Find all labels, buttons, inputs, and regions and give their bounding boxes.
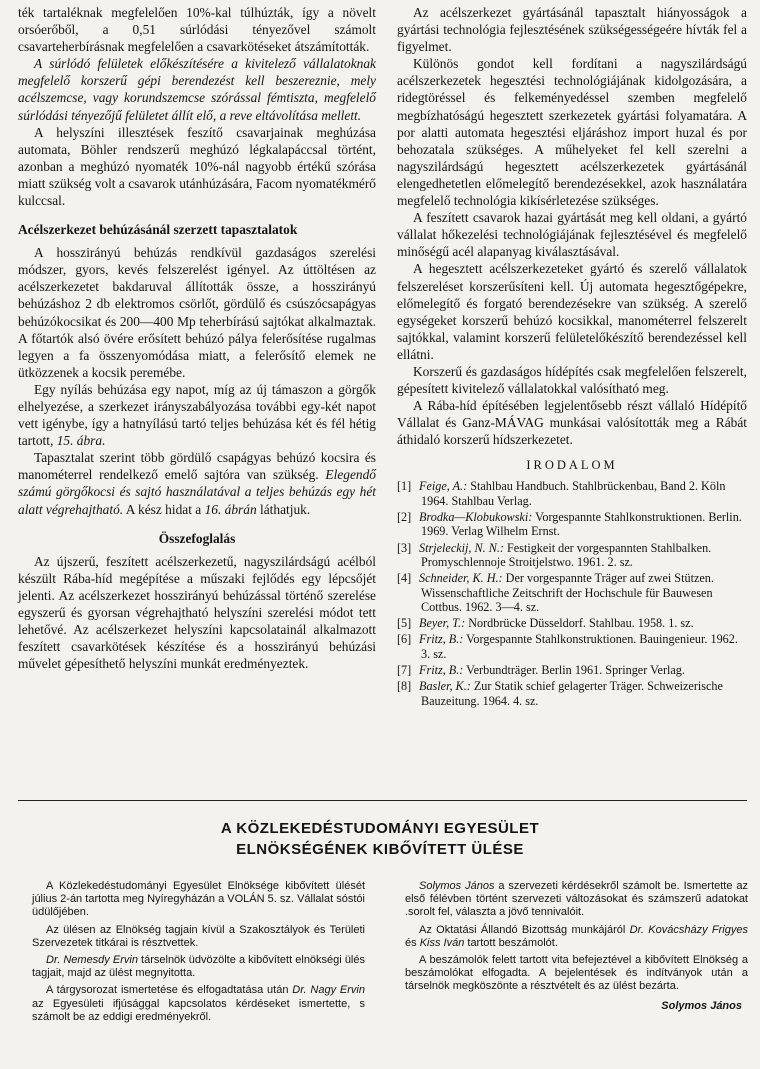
section-divider xyxy=(18,800,747,801)
italic-text: Elegendő számú görgőkocsi és sajtó használatával a teljes behúzás egy hét alatt végrehajtható. xyxy=(18,467,376,517)
right-column xyxy=(397,4,747,710)
reference-author: Fritz, B.: xyxy=(419,663,464,677)
italic-paragraph: A súrlódó felületek előkészítésére a kivitelező vállalatoknak megfelelő korszerű gépi berendezést kell beszereznie, mely acélszemcse, vagy korundszemcse szórással fémtiszta, megfelelő súrlódási tényezőjű felületet állít elő, a reve eltávolítása mellett. xyxy=(18,56,376,123)
paragraph: A beszámolók felett tartott vita befejeztével a kibővített Elnökség a beszámolókat elfogadta. A bejelentések és indítványok után a társelnök megköszönte a résztvételt és az ülést bezárta. xyxy=(405,954,748,993)
paragraph-text: láthatjuk. xyxy=(256,501,311,517)
paragraph: A Rába-híd építésében legjelentősebb részt vállaló Hídépítő Vállalat és Ganz-MÁVAG munkásai valósították meg a Rábát áthidaló korszerű hídszerkezetet. xyxy=(397,398,747,448)
figure-reference: 16. ábrán xyxy=(204,501,257,517)
reference-number: [8] xyxy=(397,679,412,694)
section-heading: Összefoglalás xyxy=(158,530,236,546)
person-name: Solymos János xyxy=(419,880,495,892)
reference-number: [2] xyxy=(397,510,412,525)
paragraph xyxy=(18,381,376,449)
reference-author: Strjeleckij, N. N.: xyxy=(419,540,504,555)
reference-number: [1] xyxy=(397,479,412,494)
paragraph-text: Tapasztalat szerint több gördülő csapágyas behúzó kocsira és manométerrel rendelkező emelő sajtóra van szükség. xyxy=(18,450,376,483)
paragraph xyxy=(32,984,365,1024)
reference-item xyxy=(397,541,747,570)
paragraph-text: A kész hidat a xyxy=(123,501,205,517)
paragraph: A helyszíni illesztések feszítő csavarjainak meghúzása automata, Böhler rendszerű meghúzó légkalapáccsal történt, azonban a meghúzó nyomaték 10%-nál nagyobb értékű szórása miatt szükség volt a csavarok utánhúzására, Facom nyomatékmérő kulccsal. xyxy=(18,124,376,209)
announcement-right-column xyxy=(405,880,748,1012)
reference-item xyxy=(397,571,747,614)
reference-author: Fritz, B.: xyxy=(419,632,464,647)
left-column xyxy=(18,4,376,672)
paragraph-text: társelnök üdvözölte a kibővített elnökségi ülés tagjait, majd az ülést megnyitotta. xyxy=(32,954,365,980)
paragraph-text: a szervezeti kérdésekről számolt be. Ismertette az első félévben történt szervezeti változásokat és számszerű adatokat .sorolt fel, választa a jövő tennivalóit. xyxy=(405,880,748,919)
figure-reference: 15. ábra. xyxy=(56,433,106,449)
person-name: Kiss Iván xyxy=(419,936,465,949)
paragraph: Az ülésen az Elnökség tagjain kívül a Szakosztályok és Területi Szervezetek titkárai is résztvettek. xyxy=(32,923,365,949)
section-heading: Acélszerkezet behúzásánál szerzett tapasztalatok xyxy=(18,222,298,238)
announcement-left-column xyxy=(32,880,365,1028)
reference-number: [3] xyxy=(397,540,412,555)
literature-heading: IRODALOM xyxy=(526,458,618,473)
paragraph-text: az Egyesületi ifjúsággal kapcsolatos kérdéseket ismertette, s számolt be az eddigi eredményekről. xyxy=(32,997,365,1023)
paragraph-text: tartott beszámolót. xyxy=(464,936,558,949)
reference-number: [6] xyxy=(397,632,412,647)
reference-text: Nordbrücke Düsseldorf. Stahlbau. 1958. 1. sz. xyxy=(465,616,694,631)
reference-number: [4] xyxy=(397,571,412,586)
paragraph: A Közlekedéstudományi Egyesület Elnöksége kibővített ülését július 2-án tartotta meg Nyíregyházán a VOLÁN 5. sz. Vállalat sóstói üdülőjében. xyxy=(32,880,365,919)
paragraph-text: Egy nyílás behúzása egy napot, míg az új támaszon a görgők elhelyezése, a szerkezet irányszabályozása további egy-két napot vett igénybe, így a hatnyílású tartó teljes behúzása két és fél hétig tartott, xyxy=(18,381,376,449)
reference-list xyxy=(397,479,747,707)
reference-author: Brodka—Klobukowski: xyxy=(419,510,533,525)
person-name: Dr. Nemesdy Ervin xyxy=(46,954,138,967)
paragraph xyxy=(32,954,365,980)
reference-text: Festigkeit der vorgespannten Stahlbalken. Promyschlennoje Stroitjelstwo. 1961. 2. sz. xyxy=(421,540,712,569)
paragraph: A feszített csavarok hazai gyártását meg kell oldani, a gyártó vállalat hőkezelési technológiájának fejlesztésével és megfelelő minőségű acél alapanyag kiválasztásával. xyxy=(397,210,747,260)
reference-item xyxy=(397,510,747,539)
paragraph-text: A tárgysorozat ismertetése és elfogadtatása után xyxy=(46,984,293,997)
reference-number: [5] xyxy=(397,616,412,631)
reference-item xyxy=(397,679,747,708)
announcement-title xyxy=(0,818,760,860)
paragraph: ték tartaléknak megfelelően 10%-kal túlhúzták, így a növelt orsóerőből, a 0,51 súrlódási tényezővel számolt csavarteherbírásnak megfelelően a csavarkötéseket átszámították. xyxy=(18,5,376,55)
person-name: Dr. Kovácsházy Frigyes xyxy=(629,923,748,936)
signature: Solymos János xyxy=(661,999,742,1012)
reference-item xyxy=(397,663,747,677)
paragraph: Korszerű és gazdaságos hídépítés csak megfelelően felszerelt, gépesített kivitelező vállalatokkal valósítható meg. xyxy=(397,363,747,397)
paragraph: Az újszerű, feszített acélszerkezetű, nagyszilárdságú acélból készült Rába-híd megépítése a műszaki fejlődés egy lépcsőjét jelenti. Az acélszerkezet hosszirányú behúzással történő szerelése egyszerű és gyorsan végrehajtható helyszíni szerelési módot tett lehetővé. Az acélszerkezet helyszíni kapcsolatainál alkalmazott feszített csavarkötések készítése és a hosszirányú behúzási művelet gépesíthető helyszíni munkát eredményeztek. xyxy=(18,553,376,672)
paragraph: Különös gondot kell fordítani a nagyszilárdságú acélszerkezetek hegesztési technológiájának kidolgozására, a ridegtöréssel és felkeményedéssel szemben megfelelő megbízhatóságú hegesztett szerkezetek gyártási folyamatára. A por alatti automata hegesztési eljáráshoz import huzal és por behozatala szükséges. A műhelyeket fel kell szerelni a nagyszilárdságú hegesztett acélszerkezetek gyártásánál elengedhetetlen előmelegítő berendezésekkel, azok használatára megfelelő technológia kikísérletezése szükséges. xyxy=(397,56,747,209)
paragraph-text: Az Oktatási Állandó Bizottság munkájáról xyxy=(419,923,630,936)
paragraph xyxy=(405,924,748,950)
reference-text: Der vorgespannte Träger auf zwei Stützen. Wissenschaftliche Zeitschrift der Hochschule für Bauwesen Cottbus. 1962. 3—4. sz. xyxy=(421,571,714,614)
paragraph xyxy=(405,880,748,920)
reference-author: Schneider, K. H.: xyxy=(419,571,503,586)
reference-text: Verbundträger. Berlin 1961. Springer Verlag. xyxy=(463,663,685,677)
reference-author: Beyer, T.: xyxy=(419,616,466,631)
reference-text: Stahlbau Handbuch. Stahlbrückenbau, Band 2. Köln 1964. Stahlbau Verlag. xyxy=(421,479,726,508)
paragraph: A hosszirányú behúzás rendkívül gazdaságos szerelési módszer, gyors, kevés felszerelést igényel. Az úttöltésen az acélszerkezetet bakdaruval állították össze, a hosszirányú behúzáshoz 2 db elektromos csörlőt, gördülő és csúszócsapágyas behúzókocsikat és 200—400 Mp teherbírású sajtókat alkalmaztak. A főtartók alsó övére erősített behúzó pálya felerősítése rugalmas legyen a fa összenyomódása miatt, a felerősítő elemek ne ütközzenek a kocsik peremébe. xyxy=(18,245,376,380)
reference-text: Vorgespannte Stahlkonstruktionen. Bauingenieur. 1962. 3. sz. xyxy=(421,632,738,661)
paragraph: A hegesztett acélszerkezeteket gyártó és szerelő vállalatok felszereléset korszerűsíteni kell. Új automata hegesztőgépekre, előmelegítő és forgató berendezésekre van szükség. A szerelő egységeket korszerű behúzó kocsikkal, manométerrel felszerelt sajtókkal, valamint korszerű felületelőkészítő berendezéssel kell ellátni. xyxy=(397,261,747,362)
person-name: Dr. Nagy Ervin xyxy=(292,984,365,997)
reference-author: Basler, K.: xyxy=(419,679,471,694)
paragraph xyxy=(18,449,376,517)
paragraph-text: és xyxy=(405,936,420,949)
announcement-title-line: A KÖZLEKEDÉSTUDOMÁNYI EGYESÜLET xyxy=(220,820,540,837)
reference-item xyxy=(397,616,747,630)
announcement-title-line: ELNÖKSÉGÉNEK KIBŐVÍTETT ÜLÉSE xyxy=(236,841,524,858)
paragraph: Az acélszerkezet gyártásánál tapasztalt hiányosságok a gyártási technológia fejlesztésének szükségességeére hívták fel a figyelmet. xyxy=(397,5,747,55)
reference-text: Zur Statik schief gelagerter Träger. Schweizerische Bauzeitung. 1964. 4. sz. xyxy=(421,679,723,708)
reference-author: Feige, A.: xyxy=(419,479,468,494)
reference-number: [7] xyxy=(397,663,412,677)
reference-item xyxy=(397,632,747,661)
reference-text: Vorgespannte Stahlkonstruktionen. Berlin. 1969. Verlag Wilhelm Ernst. xyxy=(421,510,742,539)
reference-item xyxy=(397,479,747,508)
